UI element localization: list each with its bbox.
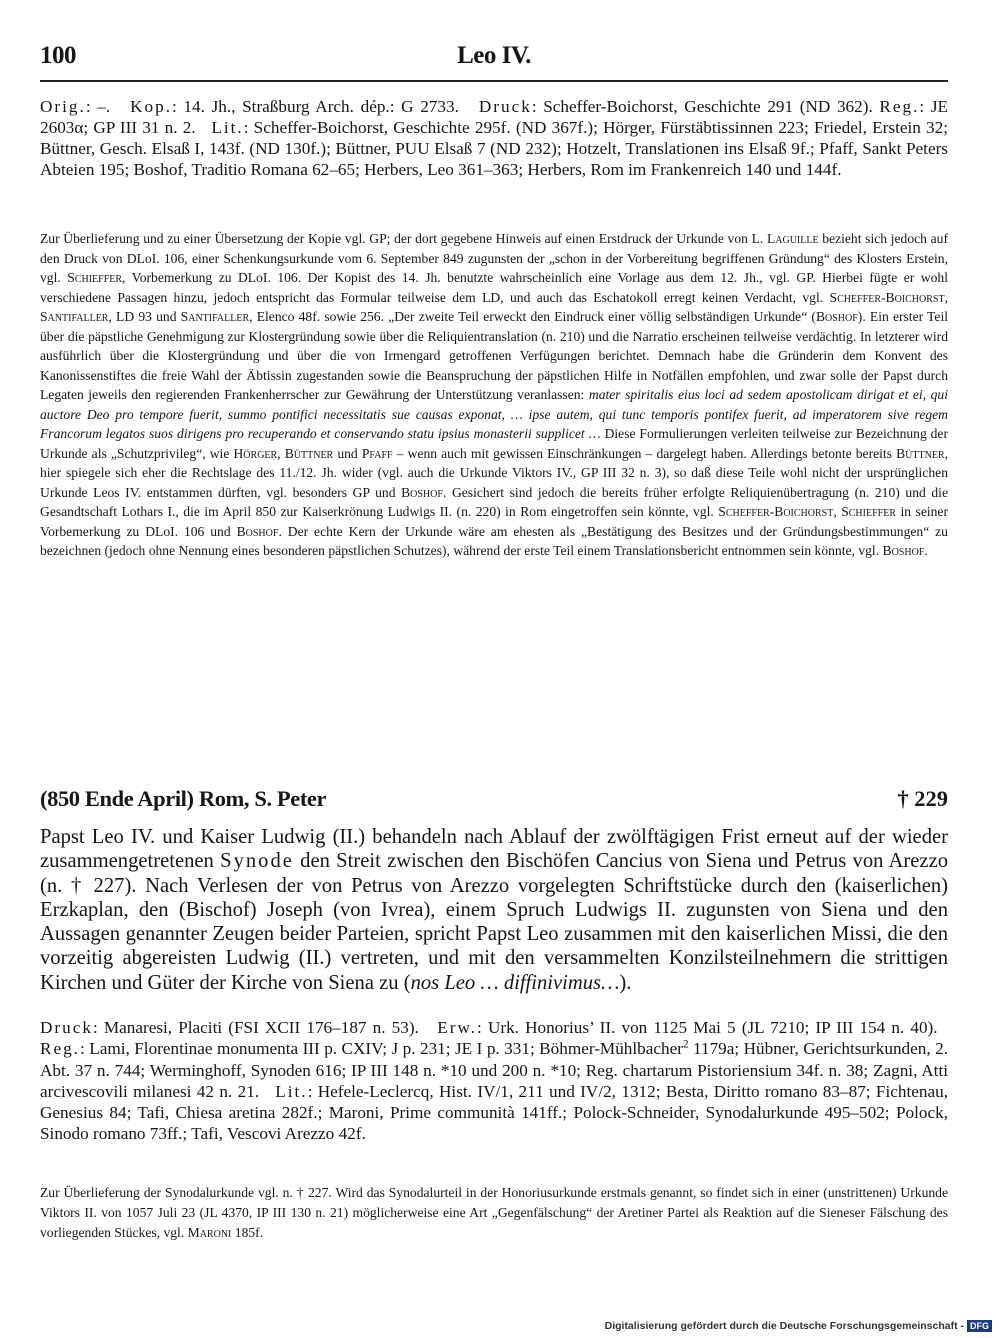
commentary-note-1 [40,229,948,561]
author-name: Büttner [896,445,945,461]
author-name: Boshof [815,309,858,324]
druck-text: : Scheffer-Boichorst, Geschichte 291 (ND 362). [531,97,873,116]
note-text: 185f. [231,1225,264,1240]
kop-label: Kop. [130,97,173,116]
entry-number: † 229 [897,786,948,811]
regest-text [40,825,948,995]
reg-label: Reg. [40,1039,80,1059]
bibliography-block-1 [40,96,948,180]
author-name: Schieffer [67,270,123,285]
reg-label: Reg. [879,97,920,116]
dfg-logo: DFG [967,1320,992,1332]
druck-label: Druck [478,97,532,116]
entry-heading [40,786,948,816]
digitization-footer [605,1320,992,1332]
footer-text: Digitalisierung gefördert durch die Deutsche Forschungsgemeinschaft - [604,1319,964,1332]
orig-text: : –. [85,97,111,116]
page-number: 100 [40,42,76,69]
bibliography-block-2 [40,1017,948,1145]
note-text: ). Ein erster Teil über die päpstliche Genehmigung zur Klostergründung sowie über die Reliquientranslation (n. 210) und die Narratio erscheinen teilweise verdächtig. In letzterer wird ausführlich über die Klostergründung und über die von Irmengard getroffenen Verfügungen berichtet. Demnach habe die Gründerin dem Konvent des Kanonissenstiftes die freie Wahl der Äbtissin zugestanden sowie die Beanspruchung der päpstlichen Hilfe in Notfällen empfohlen, und zwar solle der Papst durch Legaten jeweils den regierenden Frankenherrscher zur Gewährung der Unterstützung veranlassen: [40,309,948,402]
reg-text: 1179a; Hübner, Gerichtsurkunden, 2. Abt. 37 n. 744; Werminghoff, Synoden 616; IP III 148 n. *10 und 200 n. *10; Reg. chartarum Pistoriensium 34f. n. 38; Zagni, Atti arcivescovili milanesi 42 n. 21. [40,1039,949,1101]
page-header [40,38,948,78]
superscript: 2 [682,1038,689,1051]
lit-label: Lit. [211,118,244,137]
author-name: Laguille [766,231,819,246]
note-text: , LD 93 und [108,309,181,324]
note-text: , Vorbemerkung zu DLoI. 106. Der Kopist des 14. Jh. benutzte wahrscheinlich eine Vorlage aus dem 12. Jh., vgl. GP. Hierbei fügte er wohl verschiedene Passagen hinzu, jedoch entspricht das Formular teilweise dem LD, und auch das Eschatokoll erregt keinen Verdacht, vgl. [40,270,948,305]
commentary-note-2 [40,1183,948,1243]
author-name: Büttner [284,445,334,461]
author-name: Santifaller [40,309,109,324]
druck-label: Druck [40,1018,93,1037]
orig-label: Orig. [40,97,86,116]
note-text: , [833,504,842,519]
lit-text: : Hefele-Leclercq, Hist. IV/1, 211 und IV/2, 1312; Besta, Diritto romano 83–87; Fichtenau, Genesius 84; Tafi, Chiesa aretina 282f.; Maroni, Prime communità 141ff.; Polock-Schneider, Synodalurkunde 495–502; Polock, Sinodo romano 73ff.; Tafi, Vescovi Arezzo 42f. [40,1081,948,1144]
lit-text: : Scheffer-Boichorst, Geschichte 295f. (ND 367f.); Hörger, Fürstäbtissinnen 223; Friedel, Erstein 32; Büttner, Gesch. Elsaß I, 143f. (ND 130f.); Büttner, PUU Elsaß 7 (ND 232); Hotzelt, Translationen ins Elsaß 9f.; Pfaff, Sankt Peters Abteien 195; Boshof, Traditio Romana 62–65; Herbers, Leo 361–363; Herbers, Rom im Frankenreich 140 und 144f. [40,118,949,179]
regest-segment: Papst Leo IV. und Kaiser Ludwig (II.) behandeln nach Ablauf der zwölftägigen Frist erneut auf der wieder zusammengetretenen [40,826,948,873]
author-name: Hörger [233,445,278,461]
note-text: , [277,445,285,461]
note-text: . Gesichert sind jedoch die bereits früher erfolgte Reliquienübertragung (n. 210) und die Gesandtschaft Lothars I., die im April 850 zur Kaiserkrönung Ludwigs II. (n. 220) in Rom eingetroffen sein könnte, vgl. [40,484,948,519]
note-text: , hier spiegele sich eher die Rechtslage des 11./12. Jh. wider (vgl. auch die Urkunde Viktors IV., GP III 32 n. 3), so daß diese Teile wohl nicht der ursprünglichen Urkunde Leos IV. entstammen dürften, vgl. besonders GP und [40,445,949,500]
author-name: Scheffer-Boichorst [718,504,834,519]
latin-quotation: mater spiritalis eius loci ad sedem apostolicam dirigat et ei, qui auctore Deo pro tempore fuerit, summo pontifici necessitatis sue causas exponat, … ipse autem, qui tunc temporis pontifex fuerit, ad imperatorem sive regem Francorum legatos suos dirigens pro recuperando et conservando statu ipsius monasterii supplicet … [40,387,949,441]
note-text: – wenn auch mit gewissen Einschränkungen – dargelegt haben. Allerdings betonte bereits [392,445,897,461]
regest-segment: den Streit zwischen den Bischöfen Cancius von Siena und Petrus von Arezzo (n. † 227). Nach Verlesen der von Petrus von Arezzo vorgelegten Schriftstücke durch den (kaiserlichen) Erzkaplan, den (Bischof) Joseph (von Ivrea), einem Spruch Ludwigs II. zugunsten von Siena und den Aussagen genannter Zeugen beider Parteien, spricht Papst Leo zusammen mit den kaiserlichen Missi, die den vorzeitig abgereisten Ludwig (II.) vertreten, und mit den versammelten Konzilsteilnehmern die strittigen Kirchen und Güter der Kirche von Siena zu ( [40,850,949,994]
reg-text: : Lami, Florentinae monumenta III p. CXIV; J p. 231; JE I p. 331; Böhmer-Mühlbacher [79,1039,683,1059]
erw-label: Erw. [437,1018,478,1037]
note-text: in seiner Vorbemerkung zu DLoI. 106 und [40,504,948,539]
note-text: und [333,445,362,461]
note-text: bezieht sich jedoch auf den Druck von DLoI. 106, einer Schenkungsurkunde vom 6. September 849 zugunsten der „schon in der Vorbereitung begriffenen Gründung“ des Klosters Erstein, vgl. [40,231,948,285]
author-name: Scheffer-Boichorst [829,289,945,305]
header-rule [40,80,948,82]
druck-text: : Manaresi, Placiti (FSI XCII 176–187 n. 53). [92,1018,419,1037]
entry-date-place: (850 Ende April) Rom, S. Peter [40,786,327,811]
author-name: Boshof [882,543,925,558]
note-text: . [924,543,928,558]
author-name: Maroni [187,1225,232,1240]
running-title: Leo IV. [457,42,531,69]
author-name: Boshof [236,523,279,539]
note-text: , Elenco 48f. sowie 256. „Der zweite Teil erweckt den Eindruck einer völlig selbständigen Urkunde“ ( [249,309,816,324]
author-name: Pfaff [361,445,393,461]
regest-spaced-word: Synode [220,850,294,873]
erw-text: : Urk. Honorius’ II. von 1125 Mai 5 (JL 7210; IP III 154 n. 40). [477,1018,938,1037]
note-text: Diese Formulierungen verleiten teilweise zur Bezeichnung der Urkunde als „Schutzprivileg“, wie [40,426,948,461]
note-text: Zur Überlieferung und zu einer Übersetzung der Kopie vgl. GP; der dort gegebene Hinweis auf einen Erstdruck der Urkunde von L. [40,231,767,246]
regest-segment: ). [619,971,632,994]
note-text: , [944,289,948,305]
note-text: . Der echte Kern der Urkunde wäre am ehesten als „Bestätigung des Besitzes und der Gründungsbestimmungen“ zu bezeichnen (jedoch ohne Nennung eines besonderen päpstlichen Schutzes), während der erste Teil einem Translationsbericht entnommen sein könnte, vgl. [40,523,948,558]
author-name: Santifaller [180,309,250,324]
author-name: Boshof [401,484,443,500]
kop-text: : 14. Jh., Straßburg Arch. dép.: G 2733. [172,97,459,116]
latin-quotation: nos Leo … diffinivimus… [410,971,620,994]
author-name: Schieffer [841,504,896,519]
lit-label: Lit. [275,1081,308,1101]
reg-text: : JE 2603α; GP III 31 n. 2. [40,97,949,137]
note-text: Zur Überlieferung der Synodalurkunde vgl. n. † 227. Wird das Synodalurteil in der Honoriusurkunde erstmals genannt, so findet sich in einer (unstrittenen) Urkunde Viktors II. von 1057 Juli 23 (JL 4370, IP III 130 n. 21) möglicherweise eine Art „Gegenfälschung“ der Aretiner Partei als Reaktion auf die Sieneser Fälschung des vorliegenden Stückes, vgl. [40,1185,948,1240]
